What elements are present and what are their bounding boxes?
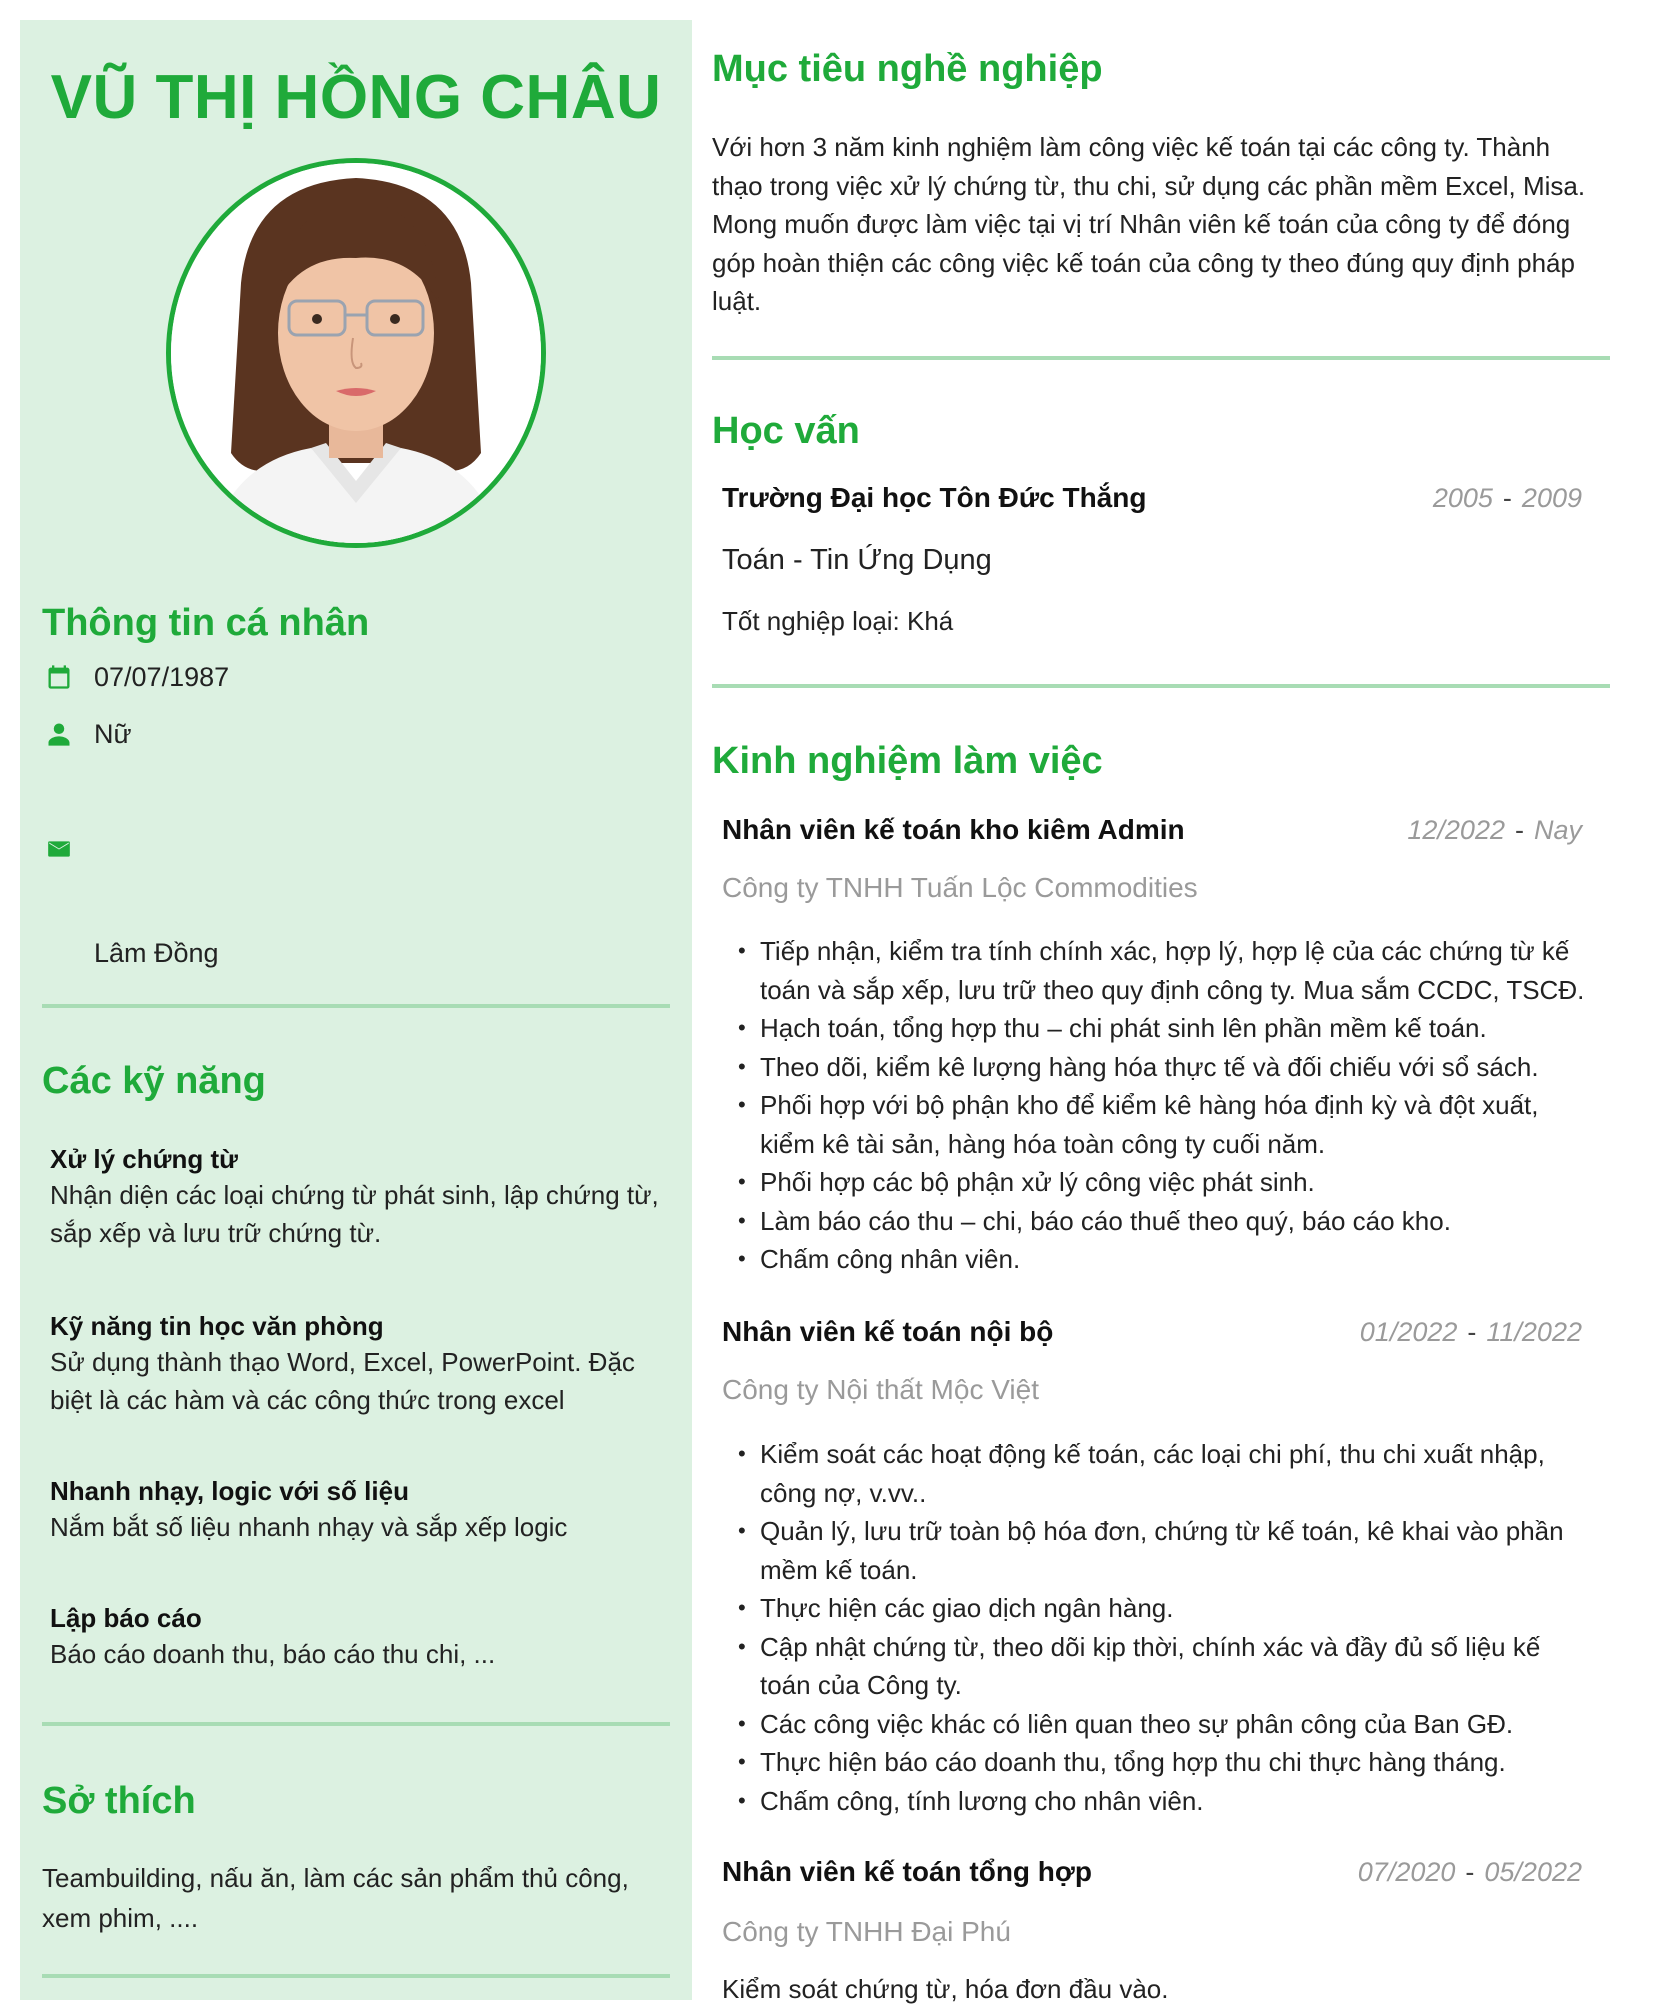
task-item: • Theo dõi, kiểm kê lượng hàng hóa thực tế và đối chiếu với sổ sách. — [738, 1048, 1598, 1087]
email-row — [42, 832, 94, 866]
gender-value: Nữ — [94, 718, 132, 749]
task-item: • Hạch toán, tổng hợp thu – chi phát sinh lên phần mềm kế toán. — [738, 1009, 1598, 1048]
education-header — [722, 482, 1582, 514]
task-item: • Chấm công, tính lương cho nhân viên. — [738, 1782, 1598, 1821]
job-tasks — [738, 932, 1598, 1279]
person-icon — [42, 717, 76, 751]
objective-title: Mục tiêu nghề nghiệp — [712, 48, 1103, 90]
school-name: Trường Đại học Tôn Đức Thắng — [722, 482, 1147, 513]
task-item: • Thực hiện báo cáo doanh thu, tổng hợp thu chi thực hàng tháng. — [738, 1743, 1598, 1782]
job-position: Nhân viên kế toán nội bộ — [722, 1316, 1054, 1347]
skill-desc: Nắm bắt số liệu nhanh nhạy và sắp xếp logic — [50, 1512, 568, 1542]
task-item: • Làm báo cáo thu – chi, báo cáo thuế theo quý, báo cáo kho. — [738, 1202, 1598, 1241]
skills-title: Các kỹ năng — [42, 1060, 266, 1102]
job-company: Công ty Nội thất Mộc Việt — [722, 1374, 1039, 1405]
envelope-icon — [42, 832, 76, 866]
portrait-illustration — [171, 163, 541, 543]
education-dates: 2005 - 2009 — [1432, 483, 1582, 513]
sidebar-divider — [42, 1004, 670, 1008]
job-dates: 07/2020 - 05/2022 — [1357, 1857, 1582, 1887]
address-value: Lâm Đồng — [94, 938, 219, 968]
skill-desc: Báo cáo doanh thu, báo cáo thu chi, ... — [50, 1639, 496, 1669]
skill-item — [50, 1474, 670, 1546]
candidate-name: VŨ THỊ HỒNG CHÂU — [50, 63, 662, 132]
sidebar — [20, 20, 692, 2000]
experience-title: Kinh nghiệm làm việc — [712, 740, 1103, 782]
task-item: • Kiểm soát các hoạt động kế toán, các loại chi phí, thu chi xuất nhập, công nợ, v.vv.. — [738, 1435, 1598, 1512]
job-company: Công ty TNHH Đại Phú — [722, 1916, 1011, 1947]
job-header — [722, 1856, 1582, 1888]
sidebar-divider — [42, 1722, 670, 1726]
job-dates: 12/2022 - Nay — [1407, 815, 1582, 845]
objective-text: Với hơn 3 năm kinh nghiệm làm công việc kế toán tại các công ty. Thành thạo trong việc xử lý chứng từ, thu chi, sử dụng các phần mềm Excel, Misa. Mong muốn được làm việc tại vị trí Nhân viên kế toán của công ty để đóng góp hoàn thiện các công việc kế toán của công ty theo đúng quy định pháp luật. — [712, 132, 1586, 316]
task-item: • Quản lý, lưu trữ toàn bộ hóa đơn, chứng từ kế toán, kê khai vào phần mềm kế toán. — [738, 1512, 1598, 1589]
job-first-task: Kiểm soát chứng từ, hóa đơn đầu vào. — [722, 1974, 1169, 2004]
skill-name: Nhanh nhạy, logic với số liệu — [50, 1476, 409, 1506]
hobbies-title: Sở thích — [42, 1780, 196, 1822]
job-header — [722, 814, 1582, 846]
skill-item — [50, 1309, 670, 1419]
section-divider — [712, 684, 1610, 688]
birthday-value: 07/07/1987 — [94, 661, 230, 692]
section-divider — [712, 356, 1610, 360]
task-item: • Các công việc khác có liên quan theo sự phân công của Ban GĐ. — [738, 1705, 1598, 1744]
skill-desc: Nhận diện các loại chứng từ phát sinh, lập chứng từ, sắp xếp và lưu trữ chứng từ. — [50, 1180, 659, 1248]
job-tasks — [738, 1435, 1598, 1820]
job-position: Nhân viên kế toán kho kiêm Admin — [722, 814, 1185, 845]
education-major: Toán - Tin Ứng Dụng — [722, 544, 992, 576]
task-item: • Cập nhật chứng từ, theo dõi kịp thời, chính xác và đầy đủ số liệu kế toán của Công ty. — [738, 1628, 1598, 1705]
skill-name: Kỹ năng tin học văn phòng — [50, 1311, 384, 1341]
gender-row — [42, 717, 132, 751]
task-item: • Phối hợp các bộ phận xử lý công việc phát sinh. — [738, 1163, 1598, 1202]
job-header — [722, 1316, 1582, 1348]
skill-item — [50, 1142, 670, 1252]
skill-name: Lập báo cáo — [50, 1603, 202, 1633]
skill-item — [50, 1601, 670, 1673]
skill-name: Xử lý chứng từ — [50, 1144, 238, 1174]
job-dates: 01/2022 - 11/2022 — [1359, 1317, 1582, 1347]
job-position: Nhân viên kế toán tổng hợp — [722, 1856, 1092, 1887]
calendar-icon — [42, 660, 76, 694]
hobbies-text: Teambuilding, nấu ăn, làm các sản phẩm thủ công, xem phim, .... — [42, 1863, 629, 1933]
task-item: • Chấm công nhân viên. — [738, 1240, 1598, 1279]
birthday-row — [42, 660, 229, 694]
education-title: Học vấn — [712, 410, 860, 452]
profile-photo — [166, 158, 546, 548]
personal-info-title: Thông tin cá nhân — [42, 602, 370, 644]
education-note: Tốt nghiệp loại: Khá — [722, 606, 954, 636]
task-item: • Phối hợp với bộ phận kho để kiểm kê hàng hóa định kỳ và đột xuất, kiểm kê tài sản, hàng hóa toàn công ty cuối năm. — [738, 1086, 1598, 1163]
job-company: Công ty TNHH Tuấn Lộc Commodities — [722, 872, 1198, 903]
task-item: • Thực hiện các giao dịch ngân hàng. — [738, 1589, 1598, 1628]
sidebar-divider — [42, 1974, 670, 1978]
skill-desc: Sử dụng thành thạo Word, Excel, PowerPoint. Đặc biệt là các hàm và các công thức trong excel — [50, 1347, 635, 1415]
address-row — [94, 938, 219, 969]
task-item: • Tiếp nhận, kiểm tra tính chính xác, hợp lý, hợp lệ của các chứng từ kế toán và sắp xếp, lưu trữ theo quy định công ty. Mua sắm CCDC, TSCĐ. — [738, 932, 1598, 1009]
